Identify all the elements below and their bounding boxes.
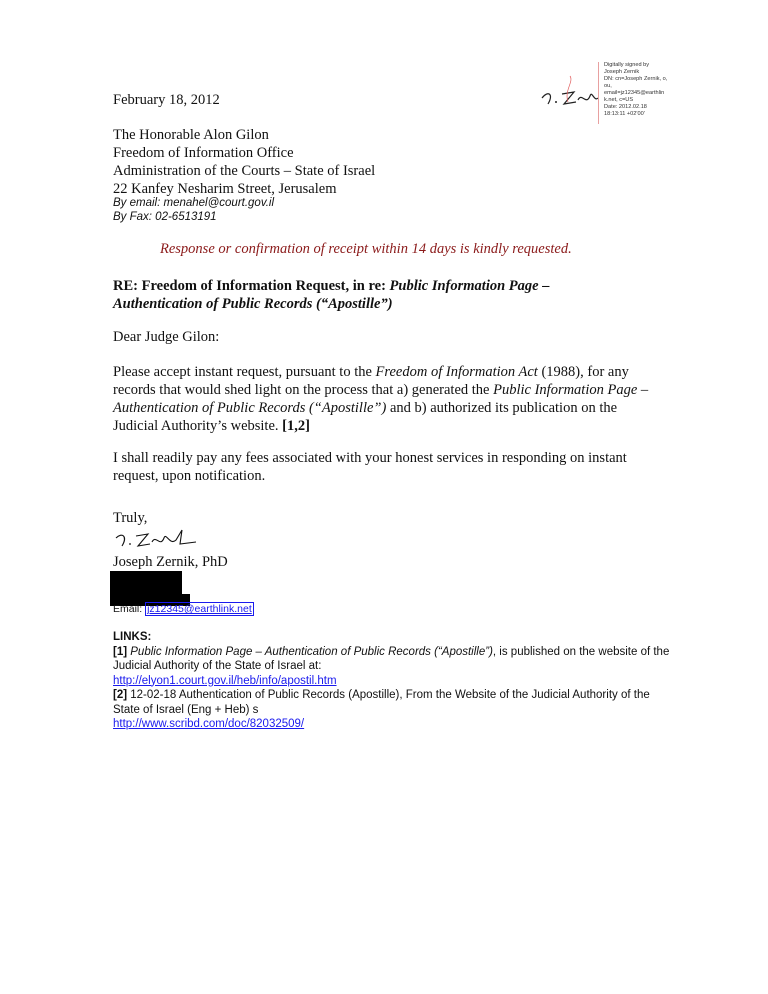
salutation: Dear Judge Gilon: — [113, 329, 220, 345]
signature-line: k.net, c=US — [604, 97, 634, 103]
body-paragraph-2: I shall readily pay any fees associated with your honest services in responding on instant request, upon notification. — [113, 450, 627, 484]
response-request-note: Response or confirmation of receipt within 14 days is kindly requested. — [160, 241, 572, 257]
recipient-street: 22 Kanfey Nesharim Street, Jerusalem — [113, 181, 337, 197]
page-name: Public Information Page – Authentication of Public Records (“Apostille”) — [113, 382, 649, 416]
signature-line: Date: 2012.02.18 — [604, 104, 647, 110]
re-title-part1: Public Information Page – — [389, 278, 550, 294]
redaction-block — [110, 571, 182, 585]
re-prefix: RE: Freedom of Information Request, in re: — [113, 278, 390, 294]
re-title-part2: Authentication of Public Records (“Apostille”) — [113, 296, 393, 312]
body-paragraph-1 — [113, 363, 658, 435]
link-1-description: , is published on the website of the Judicial Authority of the State of Israel at: — [113, 645, 670, 672]
signature-accent-line — [598, 62, 599, 124]
signature-line: Digitally signed by — [604, 62, 650, 68]
signature-line: ou, — [604, 83, 612, 89]
recipient-org: Administration of the Courts – State of Israel — [113, 163, 376, 179]
signer-name: Joseph Zernik, PhD — [113, 554, 228, 570]
body-text: Please accept instant request, pursuant to the — [113, 364, 376, 380]
signature-line: Joseph Zernik — [604, 69, 640, 75]
links-section — [113, 630, 673, 732]
signature-line: DN: cn=Joseph Zernik, o, — [604, 76, 668, 82]
link-2-url[interactable]: http://www.scribd.com/doc/82032509/ — [113, 718, 305, 730]
link-1-title: Public Information Page – Authentication of Public Records (“Apostille”) — [127, 645, 493, 658]
link-2-number: [2] — [113, 689, 128, 701]
signature-line: 18:13:11 +02'00' — [604, 111, 645, 117]
digital-signature-stamp — [534, 58, 684, 128]
handwritten-signature-icon — [110, 526, 200, 552]
act-name: Freedom of Information Act — [375, 364, 538, 380]
signer-email-link[interactable]: jz12345@earthlink.net — [147, 603, 252, 615]
reference-marker: [1,2] — [282, 418, 310, 434]
recipient-address — [113, 126, 375, 198]
re-subject — [113, 277, 658, 313]
body-text: and b) authorized its publication on the Judicial Authority’s website. — [113, 400, 618, 434]
recipient-office: Freedom of Information Office — [113, 145, 294, 161]
links-heading: LINKS: — [113, 631, 152, 643]
letter-date: February 18, 2012 — [113, 92, 220, 108]
recipient-email-line: By email: menahel@court.gov.il — [113, 197, 275, 209]
link-2-description: 12-02-18 Authentication of Public Records (Apostille), From the Website of the Judicial Authority of the State of Israel (Eng + Heb) s — [113, 689, 650, 716]
link-2-item — [113, 688, 673, 717]
signer-email-line — [113, 603, 254, 615]
email-label: Email: — [113, 603, 146, 615]
closing: Truly, — [113, 510, 148, 526]
body-text: (1988), for any records that would shed light on the process that a) generated the — [113, 364, 629, 398]
recipient-name: The Honorable Alon Gilon — [113, 127, 269, 143]
signature-graphic-icon — [534, 72, 602, 112]
link-1-number: [1] — [113, 645, 128, 658]
signature-line: email=jz12345@earthlin — [604, 90, 665, 96]
link-1-item — [113, 645, 673, 674]
recipient-fax-line: By Fax: 02-6513191 — [113, 211, 217, 223]
link-1-url[interactable]: http://elyon1.court.gov.il/heb/info/apostil.htm — [113, 674, 337, 687]
